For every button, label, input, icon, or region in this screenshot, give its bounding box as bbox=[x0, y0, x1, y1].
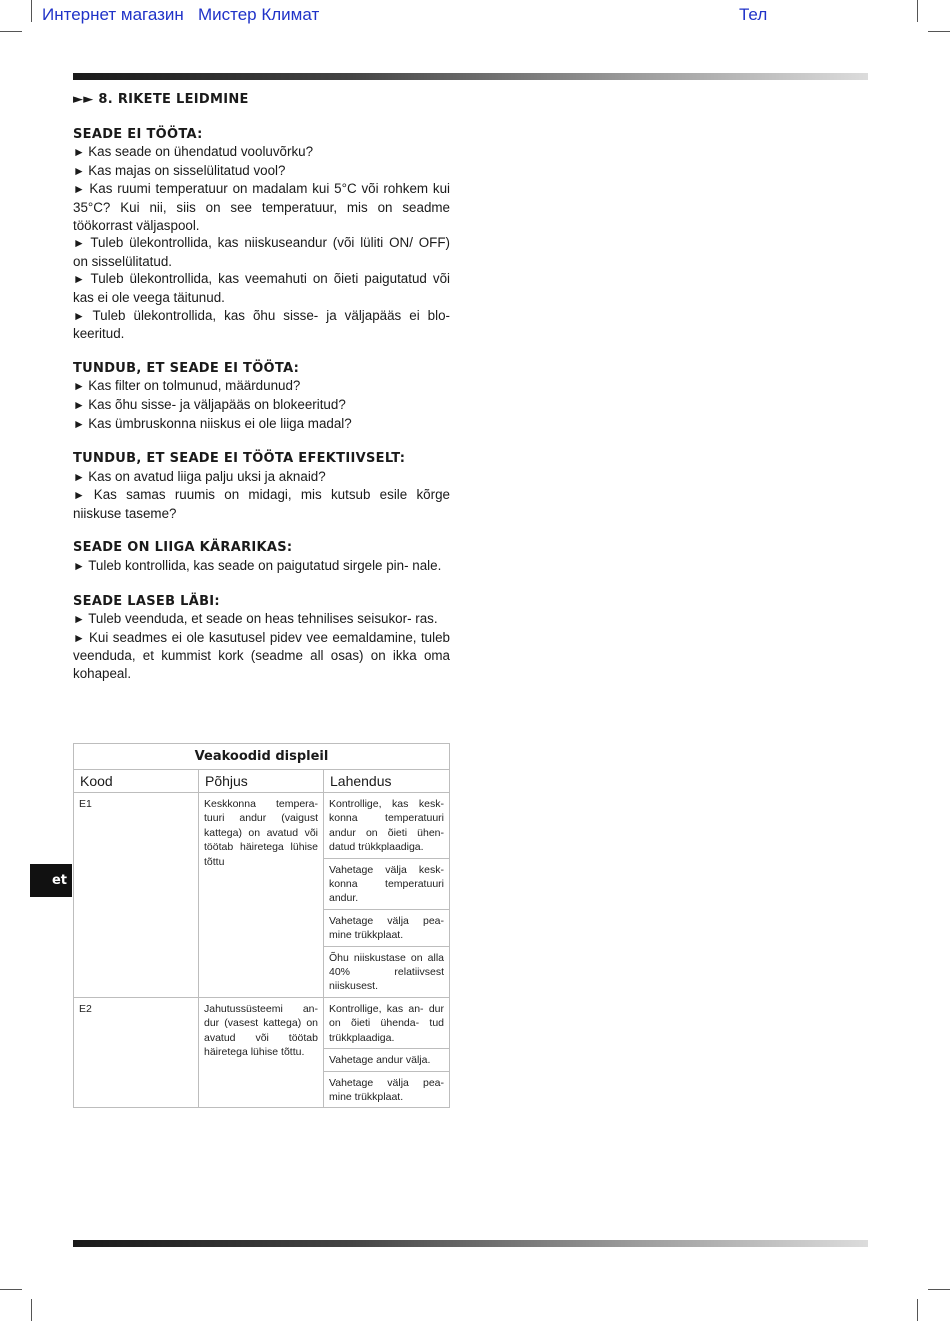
error-solution-cell: Vahetage andur välja. bbox=[324, 1049, 450, 1071]
phone-label[interactable]: Тел bbox=[739, 5, 768, 24]
section-title: TUNDUB, ET SEADE EI TÖÖTA EFEKTIIVSELT: bbox=[73, 451, 406, 467]
troubleshooting-content bbox=[73, 91, 450, 700]
troubleshooting-section bbox=[73, 593, 450, 683]
bullet-arrow-icon: ► bbox=[73, 182, 90, 197]
bullet-arrow-icon: ► bbox=[73, 272, 91, 287]
checklist-item-text: Tuleb veenduda, et seade on heas tehnilises seisukor- ras. bbox=[88, 611, 438, 627]
checklist-item-text: Kas ümbruskonna niiskus ei ole liiga madal? bbox=[88, 415, 352, 431]
table-row bbox=[74, 997, 450, 1048]
checklist-item bbox=[73, 629, 450, 683]
error-solution-cell: Õhu niiskustase on alla 40% relatiivsest niiskusest. bbox=[324, 946, 450, 997]
top-divider bbox=[73, 73, 868, 80]
checklist-item-text: Kas seade on ühendatud vooluvõrku? bbox=[88, 144, 314, 160]
error-solution-cell: Kontrollige, kas kesk- konna temperatuuri andur on õieti ühen- datud trükkplaadiga. bbox=[324, 793, 450, 859]
error-solution-cell: Vahetage välja kesk- konna temperatuuri andur. bbox=[324, 858, 450, 909]
column-header-cause: Põhjus bbox=[199, 770, 324, 793]
section-title: SEADE ON LIIGA KÄRARIKAS: bbox=[73, 540, 293, 556]
shop-name-header[interactable]: Интернет магазин Мистер Климат bbox=[42, 5, 320, 24]
bottom-divider bbox=[73, 1240, 868, 1247]
error-codes-table bbox=[73, 743, 450, 1108]
checklist-item bbox=[73, 415, 450, 434]
troubleshooting-section bbox=[73, 360, 450, 433]
checklist-item-text: Kas samas ruumis on midagi, mis kutsub esile kõrge niiskuse taseme? bbox=[73, 487, 450, 521]
bullet-arrow-icon: ► bbox=[73, 488, 94, 503]
checklist-item-text: Tuleb kontrollida, kas seade on paigutatud sirgele pin- nale. bbox=[88, 558, 442, 574]
troubleshooting-section bbox=[73, 539, 450, 575]
error-cause-cell: Keskkonna tempera- tuuri andur (vaigust kattega) on avatud või töötab häiretega lühise tõttu bbox=[199, 793, 324, 998]
bullet-arrow-icon: ► bbox=[73, 630, 89, 645]
checklist-item-text: Kas filter on tolmunud, määrdunud? bbox=[88, 378, 301, 394]
checklist-item-text: Tuleb ülekontrollida, kas õhu sisse- ja väljapääs ei blo- keeritud. bbox=[73, 307, 450, 342]
checklist-item-text: Kas õhu sisse- ja väljapääs on blokeeritud? bbox=[88, 396, 346, 412]
section-title: SEADE LASEB LÄBI: bbox=[73, 593, 220, 609]
bullet-arrow-icon: ► bbox=[73, 397, 89, 412]
bullet-arrow-icon: ► bbox=[73, 559, 89, 574]
checklist-item bbox=[73, 396, 450, 415]
crop-mark bbox=[917, 1299, 918, 1321]
troubleshooting-sections bbox=[73, 126, 450, 683]
table-body bbox=[74, 793, 450, 1108]
checklist-item bbox=[73, 180, 450, 234]
checklist-item bbox=[73, 486, 450, 522]
checklist-item-text: Kui seadmes ei ole kasutusel pidev vee eemaldamine, tuleb veenduda, et kummist kork (seadme all osas) on ikka oma kohapeal. bbox=[73, 629, 451, 682]
checklist-item bbox=[73, 234, 450, 270]
crop-mark bbox=[31, 1299, 32, 1321]
checklist-item bbox=[73, 307, 450, 343]
checklist-item-text: Kas ruumi temperatuur on madalam kui 5°C või rohkem kui 35°C? Kui nii, siis on see temperatuur, mis on seadme töökorrast väljaspool. bbox=[73, 181, 450, 233]
checklist-item-text: Tuleb ülekontrollida, kas veemahuti on õieti paigutatud või kas ei ole veega täitunud. bbox=[73, 271, 450, 305]
crop-mark bbox=[0, 1289, 22, 1290]
crop-mark bbox=[0, 31, 22, 32]
error-solution-cell: Vahetage välja pea- mine trükkplaat. bbox=[324, 909, 450, 946]
bullet-arrow-icon: ► bbox=[73, 308, 93, 323]
troubleshooting-section bbox=[73, 126, 450, 343]
bullet-arrow-icon: ► bbox=[73, 469, 89, 484]
error-solution-cell: Vahetage välja pea- mine trükkplaat. bbox=[324, 1071, 450, 1108]
column-header-code: Kood bbox=[74, 770, 199, 793]
checklist-item bbox=[73, 143, 450, 162]
bullet-arrow-icon: ► bbox=[73, 612, 89, 627]
error-cause-cell: Jahutussüsteemi an- dur (vasest kattega) on avatud või töötab häiretega lühise tõttu. bbox=[199, 997, 324, 1107]
crop-mark bbox=[917, 0, 918, 22]
troubleshooting-section bbox=[73, 450, 450, 522]
error-code-cell: E2 bbox=[74, 997, 199, 1107]
bullet-arrow-icon: ► bbox=[73, 379, 89, 394]
table-row bbox=[74, 793, 450, 859]
bullet-arrow-icon: ► bbox=[73, 163, 89, 178]
column-header-solution: Lahendus bbox=[324, 770, 450, 793]
table-caption: Veakoodid displeil bbox=[74, 744, 450, 770]
bullet-arrow-icon: ► bbox=[73, 145, 89, 160]
checklist-item bbox=[73, 557, 450, 576]
crop-mark bbox=[928, 31, 950, 32]
checklist-item bbox=[73, 377, 450, 396]
checklist-item-text: Tuleb ülekontrollida, kas niiskuseandur (või lüliti ON/ OFF) on sisselülitatud. bbox=[73, 235, 450, 269]
error-solution-cell: Kontrollige, kas an- dur on õieti ühenda- tud trükkplaadiga. bbox=[324, 997, 450, 1048]
crop-mark bbox=[31, 0, 32, 22]
bullet-arrow-icon: ► bbox=[73, 236, 91, 251]
section-title: TUNDUB, ET SEADE EI TÖÖTA: bbox=[73, 360, 300, 376]
checklist-item bbox=[73, 270, 450, 306]
language-tab: et bbox=[30, 864, 72, 897]
checklist-item-text: Kas majas on sisselülitatud vool? bbox=[88, 162, 286, 178]
section-title: SEADE EI TÖÖTA: bbox=[73, 126, 203, 142]
error-code-cell: E1 bbox=[74, 793, 199, 998]
checklist-item bbox=[73, 162, 450, 181]
bullet-arrow-icon: ► bbox=[73, 416, 89, 431]
checklist-item bbox=[73, 610, 450, 629]
crop-mark bbox=[928, 1289, 950, 1290]
section-main-title: ►► 8. RIKETE LEIDMINE bbox=[73, 92, 249, 107]
checklist-item bbox=[73, 468, 450, 487]
checklist-item-text: Kas on avatud liiga palju uksi ja aknaid? bbox=[88, 468, 326, 484]
